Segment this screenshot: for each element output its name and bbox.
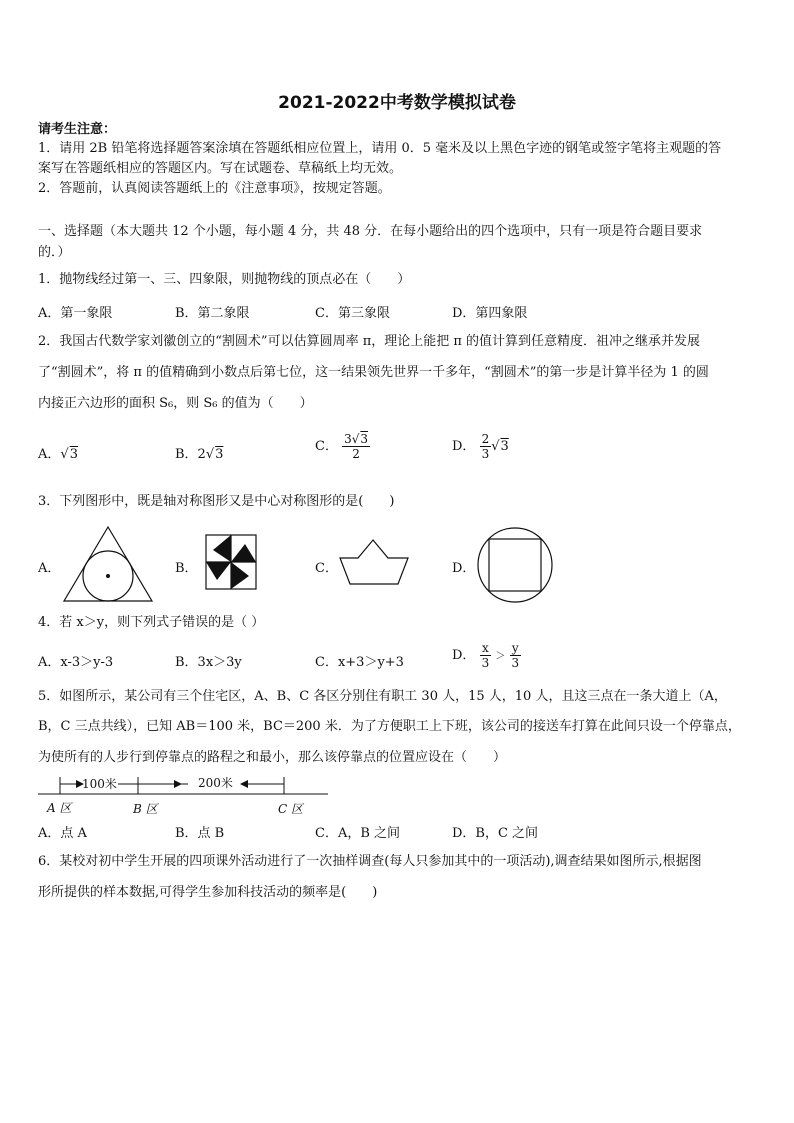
question-5-line-3: 为使所有的人步行到停靠点的路程之和最小，那么该停靠点的位置应设在（ ） [38,750,507,765]
q2-d-radicand: 3 [500,439,509,454]
q1-option-c: C．第三象限 [315,306,390,321]
q4-d-den-left: 3 [481,656,490,670]
q4-d-num-right: y [510,641,522,656]
question-6-line-1: 6．某校对初中学生开展的四项课外活动进行了一次抽样调查(每人只参加其中的一项活动),调查结果如图所示,根据图 [38,854,702,869]
q5-label-c-district: C 区 [278,802,303,816]
q2-c-radicand: 3 [360,432,369,446]
q5-label-ab-distance: 100米 [82,777,117,791]
q1-option-a: A．第一象限 [38,306,113,321]
q4-d-den-right: 3 [511,656,520,670]
question-3-stem: 3．下列图形中，既是轴对称图形又是中心对称图形的是( ) [38,494,395,509]
q4-d-operator: ＞ [495,651,506,662]
q2-option-c-label: C． [315,439,338,454]
q2-option-d-fraction [480,432,492,461]
q2-option-b-label: B．2 [175,447,206,462]
q3-option-a-label: A． [38,561,61,576]
question-5-line-1: 5．如图所示，某公司有三个住宅区，A、B、C 各区分别住有职工 30 人，15 人，10 人，且这三点在一条大道上（A， [38,689,727,704]
question-5-line-2: B，C 三点共线），已知 AB＝100 米，BC＝200 米．为了方便职工上下班，该公司的接送车打算在此间只设一个停靠点， [38,719,741,734]
q5-label-b-district: B 区 [133,802,158,816]
q4-option-a: A．x-3＞y-3 [38,655,114,670]
q4-d-fraction-right [510,641,522,670]
question-2-line-3: 内接正六边形的面积 S₆，则 S₆ 的值为（ ） [38,396,313,411]
notice-heading: 请考生注意： [38,122,117,137]
q2-option-b: B．2√3 [175,447,224,462]
q2-d-denominator: 3 [481,447,490,461]
q2-c-coef: 3 [344,432,352,446]
q2-option-a-radicand: 3 [69,447,78,462]
q3-figure-triangle-incircle [62,525,154,603]
q2-option-d: D． $\frac{2}{3}$ √3 [452,432,509,461]
q2-c-denominator: 2 [352,447,360,461]
q2-option-d-label: D． [452,439,476,454]
q5-label-a-district: A 区 [47,801,72,815]
q4-option-d [452,641,521,670]
section-heading-line-2: 的．） [38,245,71,260]
q3-figure-crown-shape [338,538,410,588]
section-heading-line-1: 一、选择题（本大题共 12 个小题，每小题 4 分，共 48 分．在每小题给出的四个选项中，只有一项是符合题目要求 [38,224,703,239]
question-2-line-2: 了“割圆术”，将 π 的值精确到小数点后第七位，这一结果领先世界一千多年，“割圆术”的第一步是计算半径为 1 的圆 [38,365,709,380]
q3-option-d-label: D． [452,561,476,576]
q3-figure-pinwheel [203,532,259,592]
question-4-stem: 4．若 x＞y，则下列式子错误的是（ ） [38,615,265,630]
notice-line-1a: 1．请用 2B 铅笔将选择题答案涂填在答题纸相应位置上，请用 0．5 毫米及以上黑色字迹的钢笔或签字笔将主观题的答 [38,141,722,156]
q3-option-b-label: B． [175,561,198,576]
q5-option-d: D．B，C 之间 [452,826,539,841]
notice-line-2: 2．答题前，认真阅读答题纸上的《注意事项》，按规定答题。 [38,181,391,196]
q2-option-c-fraction: $\frac{3√3}{2}$ [344,432,369,461]
q1-option-d: D．第四象限 [452,306,528,321]
q2-option-b-radicand: 3 [215,447,224,462]
q5-option-c: C．A，B 之间 [315,826,401,841]
q2-option-c [315,432,370,461]
q1-option-b: B．第二象限 [175,306,250,321]
q5-option-b: B．点 B [175,826,225,841]
q2-d-numerator: 2 [481,432,490,446]
q4-d-fraction-left [480,641,492,670]
q4-option-b: B．3x＞3y [175,655,242,670]
q4-option-c: C．x+3＞y+3 [315,655,404,670]
q2-option-a: A．√3 [38,447,78,462]
q2-option-a-label: A． [38,447,61,462]
notice-line-1b: 案写在答题纸相应的答题区内。写在试题卷、草稿纸上均无效。 [38,161,403,176]
q5-label-bc-distance: 200米 [198,776,233,790]
page-title: 2021-2022中考数学模拟试卷 [278,93,516,113]
q4-option-d-label: D． [452,648,476,663]
q3-option-c-label: C． [315,561,338,576]
q3-figure-circle-square [475,525,555,605]
q5-option-a: A．点 A [38,826,87,841]
question-1-stem: 1．抛物线经过第一、三、四象限，则抛物线的顶点必在（ ） [38,272,411,287]
question-2-line-1: 2．我国古代数学家刘徽创立的“割圆术”可以估算圆周率 π，理论上能把 π 的值计算到任意精度．祖冲之继承并发展 [38,334,701,349]
q4-d-num-left: x [480,641,492,656]
question-6-line-2: 形所提供的样本数据,可得学生参加科技活动的频率是( ) [38,885,378,900]
